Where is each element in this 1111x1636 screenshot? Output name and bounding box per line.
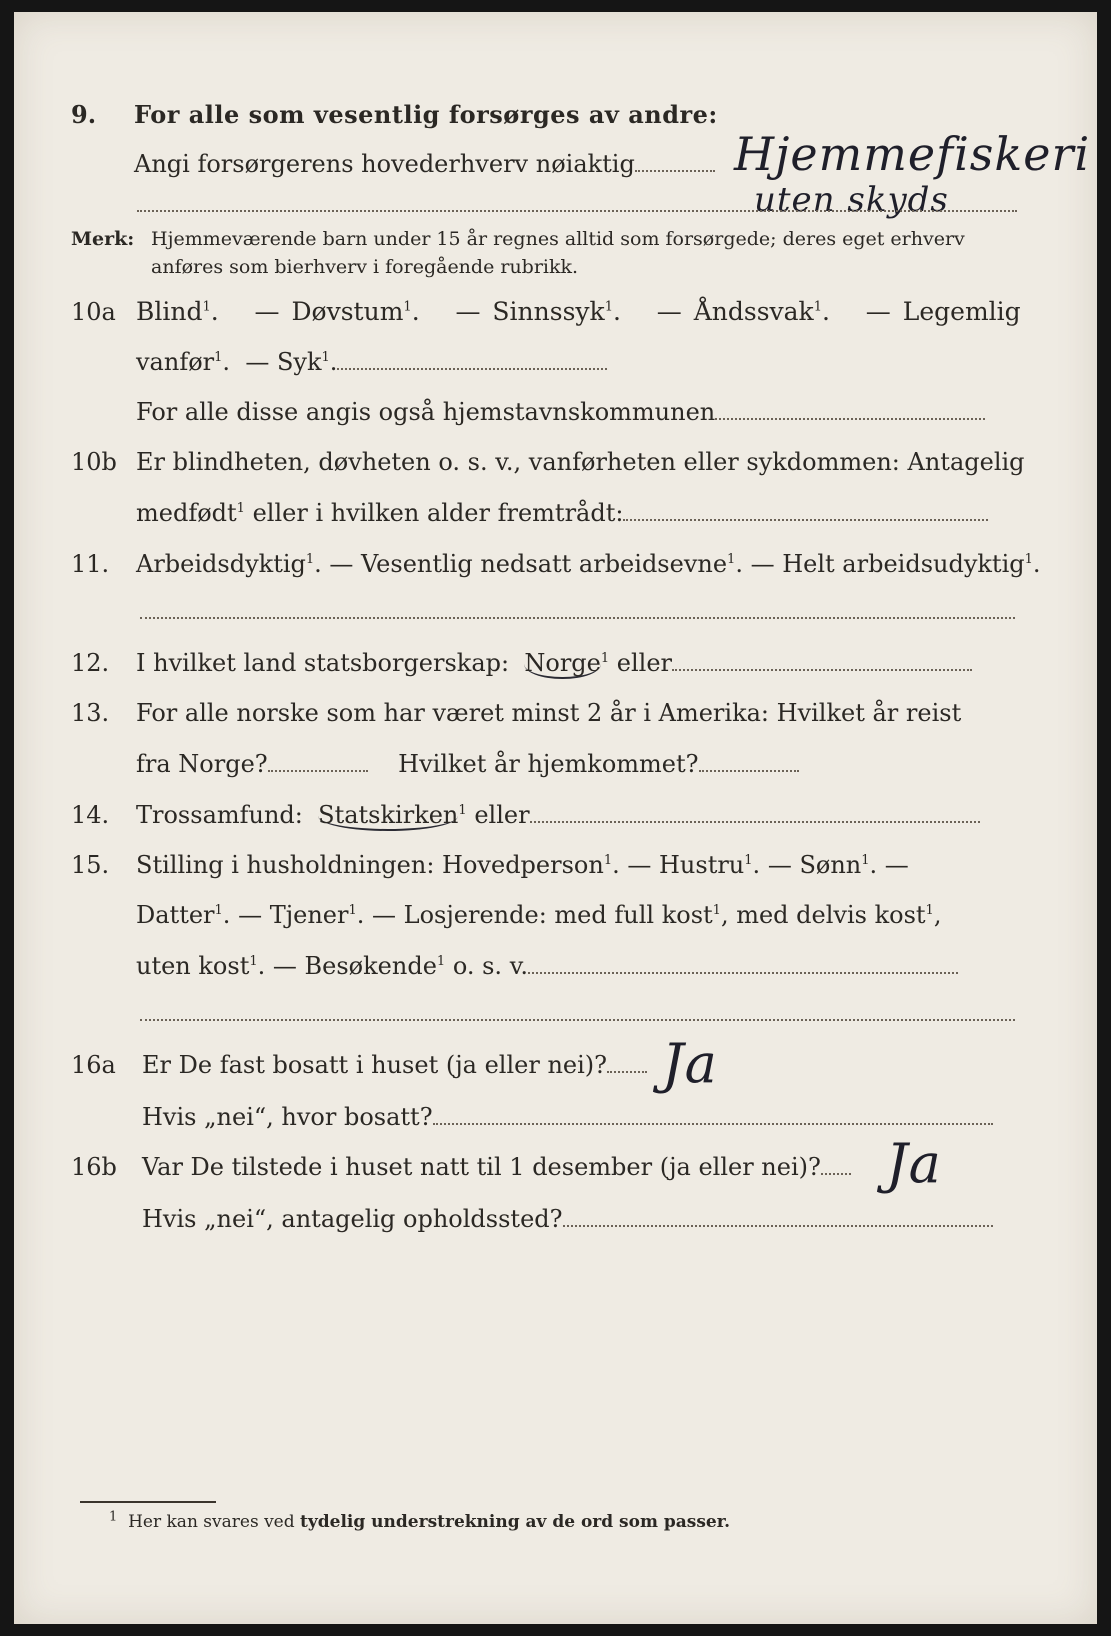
q9-title: For alle som vesentlig forsørges av andre:	[134, 100, 718, 129]
q15-besokende: — Besøkende	[272, 952, 437, 980]
q11-udyktig: — Helt arbeidsudyktig	[750, 550, 1025, 578]
q16a-number: 16a	[71, 1051, 116, 1079]
sup-mark: 1	[925, 903, 934, 918]
q10b-number: 10b	[71, 448, 117, 476]
q16b-question: Var De tilstede i huset natt til 1 desember (ja eller nei)?	[142, 1153, 821, 1181]
q15-full-kost: — Losjerende: med full kost	[372, 901, 713, 929]
q15-uten-kost: uten kost	[136, 952, 250, 980]
sup-mark: 1	[249, 954, 258, 969]
q12-text: I hvilket land statsborgerskap:	[136, 649, 510, 677]
sup-mark: 1	[1024, 552, 1033, 567]
q10b-fill	[623, 501, 988, 521]
q16b-opholdssted: Hvis „nei“, antagelig opholdssted?	[142, 1205, 563, 1233]
sup-mark: 1	[727, 552, 736, 567]
sup-mark: 1	[348, 903, 357, 918]
sup-mark: 1	[744, 853, 753, 868]
q16b-line1	[142, 1152, 1097, 1182]
q10a-line2: vanfør$^1$. — Syk$^1$.	[136, 347, 1097, 377]
q16a-fill-2	[433, 1105, 993, 1125]
q10a-line3	[136, 397, 1097, 427]
sup-mark: 1	[236, 501, 245, 516]
q14-fill	[530, 803, 980, 823]
footnote-text-a: Her kan svares ved	[128, 1512, 295, 1532]
q9-fill	[635, 152, 715, 172]
census-form-page	[14, 12, 1097, 1624]
merk-label: Merk:	[71, 228, 135, 250]
q15-sonn: — Sønn	[767, 851, 862, 879]
q10a-andssvak: — Åndssvak	[656, 297, 814, 326]
q11-nedsatt: — Vesentlig nedsatt arbeidsevne	[329, 550, 728, 578]
q12-line	[136, 648, 1097, 678]
q10b-line1: Er blindheten, døvheten o. s. v., vanførheten eller sykdommen: Antagelig	[136, 448, 1025, 476]
q9-number: 9.	[71, 100, 97, 129]
q14-eller: eller	[474, 801, 530, 829]
q16a-line1	[142, 1050, 1097, 1080]
q10a-hjemstavn: For alle disse angis også hjemstavnskommunen	[136, 398, 716, 426]
q9-second-fill	[137, 210, 1017, 212]
sup-mark: 1	[861, 853, 870, 868]
q9-label-text: Angi forsørgerens hovederhverv nøiaktig	[134, 150, 635, 178]
q12-norge-underlined: Norge	[524, 649, 601, 677]
q14-line	[136, 800, 1097, 830]
q10b-alder: eller i hvilken alder fremtrådt:	[252, 499, 624, 527]
sup-mark: 1	[813, 299, 822, 315]
q15-dash: —	[884, 851, 909, 879]
sup-mark: 1	[436, 954, 446, 969]
sup-mark: 1	[458, 803, 467, 818]
q10a-vanfor: vanfør	[136, 348, 215, 376]
q15-line2: Datter$^1$. — Tjener$^1$. — Losjerende: med full kost$^1$, med delvis kost$^1$,	[136, 901, 942, 929]
sup-mark: 1	[214, 350, 223, 365]
sup-mark: 1	[604, 299, 613, 315]
merk-text-2: anføres som bierhverv i foregående rubrikk.	[151, 256, 579, 278]
q16b-number: 16b	[71, 1153, 117, 1181]
q13-line2	[136, 749, 1097, 779]
q15-extra-fill	[140, 1019, 1015, 1021]
q15-delvis-kost: , med delvis kost	[720, 901, 926, 929]
q13-line1: For alle norske som har været minst 2 år i Amerika: Hvilket år reist	[136, 699, 962, 727]
q15-fill	[528, 954, 958, 974]
q15-number: 15.	[71, 851, 110, 879]
footnote-rule	[80, 1501, 216, 1503]
q16a-hvor-bosatt: Hvis „nei“, hvor bosatt?	[142, 1103, 433, 1131]
q16a-question: Er De fast bosatt i huset (ja eller nei)?	[142, 1051, 608, 1079]
q10a-dovstum: — Døvstum	[254, 297, 404, 326]
q15-tjener: — Tjener	[238, 901, 349, 929]
sup-mark: 1	[214, 903, 223, 918]
q11-fill	[140, 617, 1015, 619]
q14-statskirken-underlined: Statskirken	[318, 801, 459, 829]
q15-datter: Datter	[136, 901, 215, 929]
q12-number: 12.	[71, 649, 110, 677]
q16b-fill	[821, 1155, 851, 1175]
q11-number: 11.	[71, 550, 110, 578]
q12-eller: eller	[616, 649, 673, 677]
q10a-syk: — Syk	[245, 348, 322, 376]
merk-text-1: Hjemmeværende barn under 15 år regnes alltid som forsørgede; deres eget erhverv	[151, 228, 965, 250]
q10a-blind: Blind	[136, 297, 203, 326]
sup-mark: 1	[712, 903, 721, 918]
q10a-syk-fill	[337, 350, 607, 370]
q10a-number: 10a	[71, 298, 116, 326]
q14-number: 14.	[71, 801, 110, 829]
q15-osv: o. s. v.	[452, 952, 529, 980]
q15-line3: uten kost$^1$. — Besøkende$^1$ o. s. v.	[136, 951, 1097, 981]
q15-line1: Stilling i husholdningen: Hovedperson$^1$. — Hustru$^1$. — Sønn$^1$. —	[136, 851, 909, 879]
q15-hovedperson: Stilling i husholdningen: Hovedperson	[136, 851, 604, 879]
footnote	[109, 1509, 731, 1532]
q13-fra-norge: fra Norge?	[136, 750, 268, 778]
q9-handwritten-answer-1: Hjemmefiskeri	[734, 127, 1091, 181]
q13-fill-1	[268, 752, 368, 772]
q15-hustru: — Hustru	[627, 851, 745, 879]
footnote-text-b: tydelig understrekning av de ord som passer.	[300, 1512, 731, 1532]
q13-fill-2	[699, 752, 799, 772]
sup-mark: 1	[321, 350, 330, 365]
q16a-fill	[607, 1053, 647, 1073]
q10a-line1: Blind$^1$. — Døvstum$^1$. — Sinnssyk$^1$. — Åndssvak$^1$. — Legemlig	[136, 297, 1021, 326]
sup-mark: 1	[305, 552, 315, 567]
sup-mark: 1	[600, 651, 610, 666]
sup-mark: 1	[202, 299, 211, 315]
q10b-medfodt: medfødt	[136, 499, 237, 527]
q13-hjemkommet: Hvilket år hjemkommet?	[398, 750, 699, 778]
q10a-hjemstavn-fill	[715, 400, 985, 420]
q13-number: 13.	[71, 699, 110, 727]
sup-mark: 1	[603, 853, 613, 868]
q11-line: Arbeidsdyktig$^1$. — Vesentlig nedsatt arbeidsevne$^1$. — Helt arbeidsudyktig$^1$.	[136, 550, 1041, 578]
q12-fill	[672, 651, 972, 671]
q16b-fill-2	[563, 1207, 993, 1227]
q16b-line2	[142, 1204, 1097, 1234]
q10a-sinnssyk: — Sinnssyk	[455, 297, 605, 326]
q14-text: Trossamfund:	[136, 801, 303, 829]
q10b-line2	[136, 498, 1097, 528]
q16b-handwritten-answer: Ja	[886, 1132, 942, 1195]
footnote-mark: 1	[109, 1509, 118, 1525]
q16a-handwritten-answer: Ja	[662, 1032, 718, 1095]
q9-handwritten-answer-2: uten skyds	[754, 180, 949, 220]
sup-mark: 1	[403, 299, 412, 315]
q10a-legemlig: — Legemlig	[865, 297, 1021, 326]
q11-arbeidsdyktig: Arbeidsdyktig	[136, 550, 306, 578]
q16a-line2	[142, 1102, 1097, 1132]
